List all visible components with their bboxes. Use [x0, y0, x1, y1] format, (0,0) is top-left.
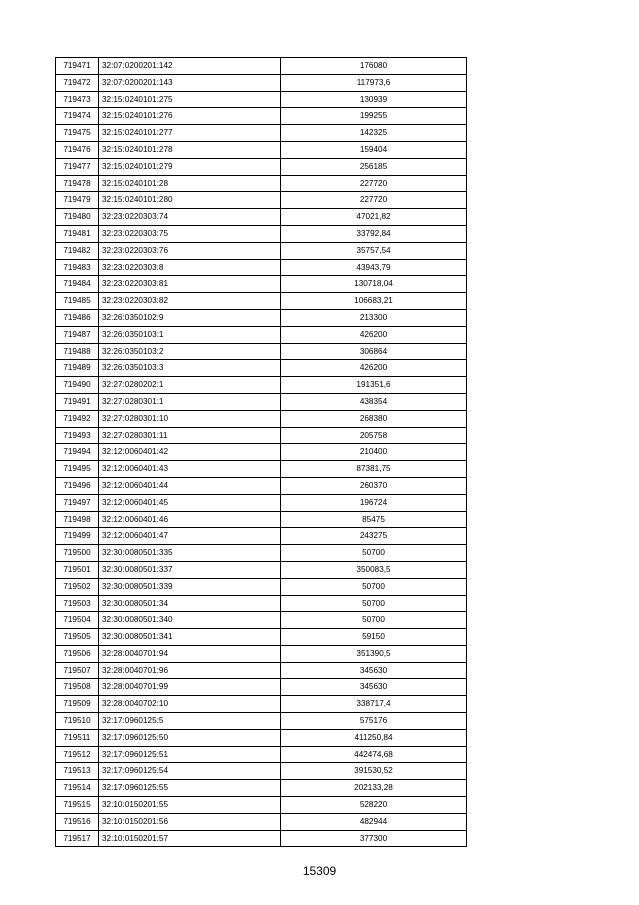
- table-row: [56, 225, 467, 242]
- cadastral-number-cell: 32:26:0350103:1: [99, 326, 281, 343]
- value-cell: 350083,5: [281, 561, 467, 578]
- table-row: [56, 780, 467, 797]
- value-cell: 47021,82: [281, 209, 467, 226]
- value-cell: 351390,5: [281, 645, 467, 662]
- cadastral-number-cell: 32:23:0220303:8: [99, 259, 281, 276]
- value-cell: 85475: [281, 511, 467, 528]
- cadastral-number-cell: 32:27:0280202:1: [99, 377, 281, 394]
- value-cell: 260370: [281, 477, 467, 494]
- cadastral-number-cell: 32:12:0060401:47: [99, 528, 281, 545]
- table-row: [56, 729, 467, 746]
- row-id-cell: 719486: [56, 309, 99, 326]
- table-row: [56, 797, 467, 814]
- value-cell: 33792,84: [281, 225, 467, 242]
- cadastral-number-cell: 32:30:0080501:335: [99, 545, 281, 562]
- value-cell: 142325: [281, 125, 467, 142]
- table-row: [56, 746, 467, 763]
- table-row: [56, 629, 467, 646]
- row-id-cell: 719496: [56, 477, 99, 494]
- table-row: [56, 410, 467, 427]
- table-body: [56, 58, 467, 847]
- cadastral-number-cell: 32:10:0150201:56: [99, 813, 281, 830]
- table-row: [56, 662, 467, 679]
- table-row: [56, 494, 467, 511]
- cadastral-number-cell: 32:17:0960125:51: [99, 746, 281, 763]
- cadastral-number-cell: 32:28:0040701:99: [99, 679, 281, 696]
- row-id-cell: 719489: [56, 360, 99, 377]
- table-row: [56, 679, 467, 696]
- table-row: [56, 830, 467, 847]
- row-id-cell: 719497: [56, 494, 99, 511]
- row-id-cell: 719498: [56, 511, 99, 528]
- table-row: [56, 713, 467, 730]
- value-cell: 575176: [281, 713, 467, 730]
- cadastral-number-cell: 32:26:0350103:3: [99, 360, 281, 377]
- table-row: [56, 461, 467, 478]
- row-id-cell: 719485: [56, 293, 99, 310]
- cadastral-number-cell: 32:26:0350103:2: [99, 343, 281, 360]
- value-cell: 482944: [281, 813, 467, 830]
- row-id-cell: 719504: [56, 612, 99, 629]
- cadastral-number-cell: 32:17:0960125:55: [99, 780, 281, 797]
- cadastral-number-cell: 32:30:0080501:34: [99, 595, 281, 612]
- value-cell: 199255: [281, 108, 467, 125]
- cadastral-number-cell: 32:15:0240101:275: [99, 91, 281, 108]
- table-row: [56, 595, 467, 612]
- cadastral-number-cell: 32:07:0200201:142: [99, 58, 281, 75]
- cadastral-number-cell: 32:15:0240101:28: [99, 175, 281, 192]
- row-id-cell: 719502: [56, 578, 99, 595]
- cadastral-number-cell: 32:23:0220303:76: [99, 242, 281, 259]
- table-row: [56, 276, 467, 293]
- value-cell: 411250,84: [281, 729, 467, 746]
- row-id-cell: 719471: [56, 58, 99, 75]
- value-cell: 130718,04: [281, 276, 467, 293]
- page-number: 15309: [302, 864, 337, 878]
- table-row: [56, 141, 467, 158]
- cadastral-number-cell: 32:15:0240101:278: [99, 141, 281, 158]
- row-id-cell: 719479: [56, 192, 99, 209]
- value-cell: 176080: [281, 58, 467, 75]
- row-id-cell: 719514: [56, 780, 99, 797]
- table-row: [56, 612, 467, 629]
- row-id-cell: 719488: [56, 343, 99, 360]
- cadastral-number-cell: 32:17:0960125:54: [99, 763, 281, 780]
- row-id-cell: 719480: [56, 209, 99, 226]
- table-row: [56, 58, 467, 75]
- table-row: [56, 242, 467, 259]
- row-id-cell: 719516: [56, 813, 99, 830]
- table-row: [56, 108, 467, 125]
- value-cell: 338717,4: [281, 696, 467, 713]
- table-row: [56, 511, 467, 528]
- value-cell: 43943,79: [281, 259, 467, 276]
- cadastral-number-cell: 32:27:0280301:11: [99, 427, 281, 444]
- cadastral-number-cell: 32:23:0220303:81: [99, 276, 281, 293]
- cadastral-number-cell: 32:10:0150201:55: [99, 797, 281, 814]
- row-id-cell: 719512: [56, 746, 99, 763]
- value-cell: 87381,75: [281, 461, 467, 478]
- value-cell: 426200: [281, 360, 467, 377]
- value-cell: 50700: [281, 612, 467, 629]
- value-cell: 256185: [281, 158, 467, 175]
- row-id-cell: 719494: [56, 444, 99, 461]
- table-row: [56, 545, 467, 562]
- cadastral-number-cell: 32:23:0220303:74: [99, 209, 281, 226]
- table-row: [56, 125, 467, 142]
- table-row: [56, 444, 467, 461]
- row-id-cell: 719501: [56, 561, 99, 578]
- cadastral-number-cell: 32:26:0350102:9: [99, 309, 281, 326]
- cadastral-number-cell: 32:15:0240101:280: [99, 192, 281, 209]
- cadastral-number-cell: 32:30:0080501:341: [99, 629, 281, 646]
- value-cell: 50700: [281, 595, 467, 612]
- row-id-cell: 719507: [56, 662, 99, 679]
- value-cell: 59150: [281, 629, 467, 646]
- value-cell: 35757,54: [281, 242, 467, 259]
- value-cell: 196724: [281, 494, 467, 511]
- row-id-cell: 719482: [56, 242, 99, 259]
- value-cell: 345630: [281, 679, 467, 696]
- cadastral-number-cell: 32:23:0220303:75: [99, 225, 281, 242]
- data-table: [55, 57, 467, 847]
- table-row: [56, 763, 467, 780]
- cadastral-number-cell: 32:12:0060401:43: [99, 461, 281, 478]
- row-id-cell: 719472: [56, 74, 99, 91]
- row-id-cell: 719476: [56, 141, 99, 158]
- row-id-cell: 719478: [56, 175, 99, 192]
- table-row: [56, 259, 467, 276]
- value-cell: 345630: [281, 662, 467, 679]
- cadastral-number-cell: 32:12:0060401:45: [99, 494, 281, 511]
- table-row: [56, 393, 467, 410]
- value-cell: 528220: [281, 797, 467, 814]
- row-id-cell: 719493: [56, 427, 99, 444]
- table-row: [56, 477, 467, 494]
- cadastral-number-cell: 32:27:0280301:10: [99, 410, 281, 427]
- cadastral-number-cell: 32:30:0080501:340: [99, 612, 281, 629]
- cadastral-number-cell: 32:07:0200201:143: [99, 74, 281, 91]
- table-row: [56, 74, 467, 91]
- cadastral-number-cell: 32:28:0040701:94: [99, 645, 281, 662]
- value-cell: 117973,6: [281, 74, 467, 91]
- value-cell: 191351,6: [281, 377, 467, 394]
- table-row: [56, 326, 467, 343]
- row-id-cell: 719491: [56, 393, 99, 410]
- table-row: [56, 561, 467, 578]
- row-id-cell: 719475: [56, 125, 99, 142]
- cadastral-number-cell: 32:28:0040702:10: [99, 696, 281, 713]
- row-id-cell: 719495: [56, 461, 99, 478]
- value-cell: 227720: [281, 175, 467, 192]
- row-id-cell: 719500: [56, 545, 99, 562]
- value-cell: 210400: [281, 444, 467, 461]
- row-id-cell: 719484: [56, 276, 99, 293]
- cadastral-number-cell: 32:15:0240101:276: [99, 108, 281, 125]
- table-row: [56, 175, 467, 192]
- cadastral-number-cell: 32:10:0150201:57: [99, 830, 281, 847]
- value-cell: 50700: [281, 545, 467, 562]
- table-row: [56, 192, 467, 209]
- table-row: [56, 293, 467, 310]
- cadastral-number-cell: 32:30:0080501:339: [99, 578, 281, 595]
- table-row: [56, 360, 467, 377]
- row-id-cell: 719511: [56, 729, 99, 746]
- value-cell: 106683,21: [281, 293, 467, 310]
- cadastral-number-cell: 32:27:0280301:1: [99, 393, 281, 410]
- value-cell: 205758: [281, 427, 467, 444]
- value-cell: 391530,52: [281, 763, 467, 780]
- row-id-cell: 719505: [56, 629, 99, 646]
- table-row: [56, 309, 467, 326]
- table-row: [56, 813, 467, 830]
- row-id-cell: 719508: [56, 679, 99, 696]
- value-cell: 426200: [281, 326, 467, 343]
- row-id-cell: 719499: [56, 528, 99, 545]
- table-row: [56, 427, 467, 444]
- row-id-cell: 719490: [56, 377, 99, 394]
- cadastral-number-cell: 32:28:0040701:96: [99, 662, 281, 679]
- cadastral-number-cell: 32:23:0220303:82: [99, 293, 281, 310]
- cadastral-number-cell: 32:12:0060401:46: [99, 511, 281, 528]
- row-id-cell: 719477: [56, 158, 99, 175]
- table-row: [56, 696, 467, 713]
- table-row: [56, 209, 467, 226]
- value-cell: 50700: [281, 578, 467, 595]
- value-cell: 268380: [281, 410, 467, 427]
- table-row: [56, 377, 467, 394]
- value-cell: 243275: [281, 528, 467, 545]
- value-cell: 159404: [281, 141, 467, 158]
- value-cell: 213300: [281, 309, 467, 326]
- row-id-cell: 719473: [56, 91, 99, 108]
- table-row: [56, 645, 467, 662]
- table-row: [56, 158, 467, 175]
- cadastral-number-cell: 32:30:0080501:337: [99, 561, 281, 578]
- table-row: [56, 578, 467, 595]
- cadastral-number-cell: 32:12:0060401:42: [99, 444, 281, 461]
- row-id-cell: 719503: [56, 595, 99, 612]
- row-id-cell: 719492: [56, 410, 99, 427]
- cadastral-number-cell: 32:15:0240101:279: [99, 158, 281, 175]
- value-cell: 202133,28: [281, 780, 467, 797]
- row-id-cell: 719513: [56, 763, 99, 780]
- value-cell: 377300: [281, 830, 467, 847]
- cadastral-number-cell: 32:12:0060401:44: [99, 477, 281, 494]
- cadastral-number-cell: 32:17:0960125:5: [99, 713, 281, 730]
- row-id-cell: 719515: [56, 797, 99, 814]
- row-id-cell: 719481: [56, 225, 99, 242]
- value-cell: 130939: [281, 91, 467, 108]
- row-id-cell: 719509: [56, 696, 99, 713]
- table-row: [56, 343, 467, 360]
- table-row: [56, 528, 467, 545]
- cadastral-number-cell: 32:15:0240101:277: [99, 125, 281, 142]
- row-id-cell: 719517: [56, 830, 99, 847]
- row-id-cell: 719510: [56, 713, 99, 730]
- table-row: [56, 91, 467, 108]
- row-id-cell: 719474: [56, 108, 99, 125]
- cadastral-number-cell: 32:17:0960125:50: [99, 729, 281, 746]
- row-id-cell: 719487: [56, 326, 99, 343]
- value-cell: 227720: [281, 192, 467, 209]
- value-cell: 306864: [281, 343, 467, 360]
- value-cell: 442474,68: [281, 746, 467, 763]
- row-id-cell: 719483: [56, 259, 99, 276]
- value-cell: 438354: [281, 393, 467, 410]
- row-id-cell: 719506: [56, 645, 99, 662]
